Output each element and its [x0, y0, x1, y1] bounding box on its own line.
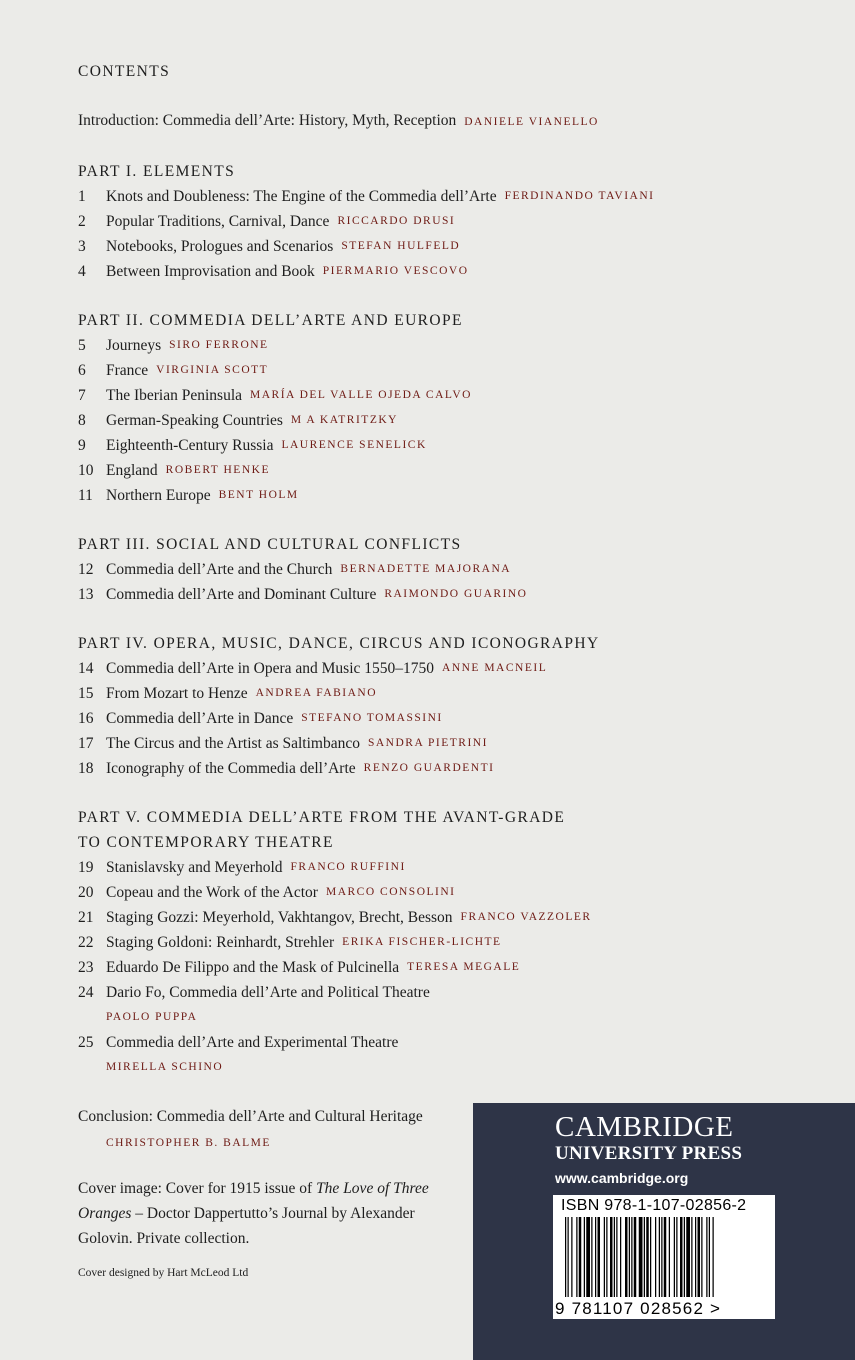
chapter-title: Dario Fo, Commedia dell’Arte and Political Theatre — [106, 984, 430, 1001]
chapter-entry — [78, 557, 838, 582]
chapter-entry — [78, 930, 838, 955]
chapter-number: 21 — [78, 909, 94, 926]
chapter-entry — [78, 980, 838, 1005]
chapter-author-row — [78, 1005, 838, 1030]
barcode-bar — [604, 1217, 605, 1297]
part-title-continued: TO CONTEMPORARY THEATRE — [78, 834, 334, 851]
chapter-author: RICCARDO DRUSI — [337, 215, 456, 227]
chapter-number: 20 — [78, 884, 94, 901]
barcode-bar — [614, 1217, 615, 1297]
conclusion-title: Conclusion: Commedia dell’Arte and Cultural Heritage — [78, 1108, 423, 1125]
parts-list — [78, 159, 838, 1080]
chapter-entry — [78, 905, 838, 930]
chapter-number-spacer — [78, 1005, 106, 1030]
chapter-author: LAURENCE SENELICK — [281, 439, 427, 451]
chapter-entry — [78, 1030, 838, 1055]
barcode-bar — [639, 1217, 643, 1297]
chapter-author: VIRGINIA SCOTT — [156, 364, 269, 376]
chapter-author: STEFANO TOMASSINI — [301, 712, 443, 724]
barcode-bar — [655, 1217, 656, 1297]
chapter-entry — [78, 582, 838, 607]
barcode-bar — [571, 1217, 572, 1297]
barcode-bar — [674, 1217, 675, 1297]
barcode-box — [553, 1195, 775, 1319]
barcode-bar — [606, 1217, 607, 1297]
chapter-entry — [78, 731, 838, 756]
chapter-author: STEFAN HULFELD — [341, 240, 461, 252]
chapter-entry — [78, 408, 838, 433]
chapter-author: M A KATRITZKY — [290, 414, 398, 426]
barcode-bar — [676, 1217, 677, 1297]
chapter-entry — [78, 383, 838, 408]
barcode-bar — [664, 1217, 667, 1297]
chapter-entry — [78, 756, 838, 781]
chapter-number: 22 — [78, 934, 94, 951]
chapter-number: 13 — [78, 586, 94, 603]
barcode-bar — [661, 1217, 662, 1297]
chapter-number: 12 — [78, 561, 94, 578]
contents-page — [78, 62, 838, 1281]
barcode-bar — [620, 1217, 621, 1297]
chapter-number: 23 — [78, 959, 94, 976]
chapter-number: 19 — [78, 859, 94, 876]
ean-digits: 9 781107 028562 > — [555, 1299, 722, 1318]
part-section — [78, 631, 838, 781]
part-section — [78, 308, 838, 508]
chapter-entry — [78, 333, 838, 358]
chapter-author: SANDRA PIETRINI — [367, 737, 488, 749]
barcode-bar — [579, 1217, 582, 1297]
chapter-number: 3 — [78, 238, 86, 255]
barcode-bar — [646, 1217, 649, 1297]
chapter-number: 24 — [78, 984, 94, 1001]
chapter-title: Popular Traditions, Carnival, Dance — [106, 213, 330, 230]
chapter-title: The Iberian Peninsula — [106, 387, 243, 404]
chapter-author: RAIMONDO GUARINO — [384, 588, 528, 600]
chapter-author: SIRO FERRONE — [169, 339, 269, 351]
chapter-title: Commedia dell’Arte in Dance — [106, 710, 294, 727]
barcode-bar — [686, 1217, 690, 1297]
chapter-number: 7 — [78, 387, 86, 404]
chapter-title: Staging Gozzi: Meyerhold, Vakhtangov, Brecht, Besson — [106, 909, 453, 926]
chapter-author: PAOLO PUPPA — [106, 1011, 198, 1023]
part-title: PART V. COMMEDIA DELL’ARTE FROM THE AVANT-GRADE — [78, 809, 566, 826]
chapter-number: 1 — [78, 188, 86, 205]
chapter-entry — [78, 458, 838, 483]
chapter-number: 25 — [78, 1034, 94, 1051]
chapter-title: Commedia dell’Arte and Experimental Theatre — [106, 1034, 399, 1051]
barcode-bar — [684, 1217, 685, 1297]
barcode-bar — [709, 1217, 710, 1297]
introduction-author: DANIELE VIANELLO — [464, 116, 599, 128]
chapter-author: ANDREA FABIANO — [255, 687, 378, 699]
contents-heading: CONTENTS — [78, 63, 171, 80]
chapter-number: 5 — [78, 337, 86, 354]
designed-by-credit: Cover designed by Hart McLeod Ltd — [78, 1267, 249, 1279]
part-title: PART I. ELEMENTS — [78, 163, 236, 180]
isbn-label: ISBN 978-1-107-02856-2 — [561, 1197, 747, 1214]
publisher-panel — [473, 1103, 855, 1360]
barcode-bar — [644, 1217, 645, 1297]
chapter-entry — [78, 880, 838, 905]
cover-note-prefix: Cover image: Cover for 1915 issue of — [78, 1180, 317, 1197]
publisher-website: www.cambridge.org — [555, 1170, 689, 1186]
barcode-bar — [698, 1217, 701, 1297]
publisher-name: CAMBRIDGE — [555, 1111, 734, 1143]
barcode-bar — [629, 1217, 630, 1297]
barcode-bar — [631, 1217, 632, 1297]
barcode-bar — [669, 1217, 670, 1297]
barcode-bar — [565, 1217, 566, 1297]
chapter-title: Eighteenth-Century Russia — [106, 437, 274, 454]
chapter-author: ANNE MACNEIL — [442, 662, 548, 674]
cover-note-title: The Love of Three Oranges — [78, 1180, 429, 1222]
chapter-number: 2 — [78, 213, 86, 230]
barcode-bar — [584, 1217, 585, 1297]
chapter-entry — [78, 358, 838, 383]
introduction-title: Introduction: Commedia dell’Arte: History, Myth, Reception — [78, 112, 457, 129]
cover-note — [78, 1176, 458, 1251]
barcode-bar — [706, 1217, 707, 1297]
chapter-number: 18 — [78, 760, 94, 777]
chapter-title: Copeau and the Work of the Actor — [106, 884, 318, 901]
barcode-bar — [713, 1217, 714, 1297]
cover-note-suffix: – Doctor Dappertutto’s Journal by Alexander Golovin. Private collection. — [78, 1205, 415, 1247]
chapter-author-row — [78, 1055, 838, 1080]
chapter-author: FRANCO VAZZOLER — [460, 911, 592, 923]
barcode-bar — [691, 1217, 692, 1297]
chapter-title: England — [106, 462, 158, 479]
chapter-number: 9 — [78, 437, 86, 454]
chapter-title: Northern Europe — [106, 487, 211, 504]
chapter-title: Commedia dell’Arte and the Church — [106, 561, 333, 578]
chapter-author: ROBERT HENKE — [165, 464, 270, 476]
barcode-bar — [586, 1217, 590, 1297]
barcode-bar — [610, 1217, 613, 1297]
barcode-bar — [695, 1217, 696, 1297]
barcode-bar — [598, 1217, 601, 1297]
chapter-number: 11 — [78, 487, 93, 504]
chapter-number: 17 — [78, 735, 94, 752]
barcode-bar — [650, 1217, 651, 1297]
chapter-author: FERDINANDO TAVIANI — [504, 190, 655, 202]
barcode-bar — [701, 1217, 702, 1297]
chapter-entry — [78, 483, 838, 508]
chapter-number: 14 — [78, 660, 94, 677]
barcode-bar — [576, 1217, 577, 1297]
barcode-bar — [568, 1217, 569, 1297]
barcode-bar — [659, 1217, 660, 1297]
chapter-number-spacer — [78, 1055, 106, 1080]
publisher-press: UNIVERSITY PRESS — [555, 1143, 743, 1164]
chapter-title: Staging Goldoni: Reinhardt, Strehler — [106, 934, 335, 951]
chapter-author: BENT HOLM — [218, 489, 299, 501]
chapter-author: BERNADETTE MAJORANA — [340, 563, 512, 575]
chapter-number: 4 — [78, 263, 86, 280]
barcode-bar — [680, 1217, 683, 1297]
barcode-bar — [625, 1217, 628, 1297]
chapter-entry — [78, 955, 838, 980]
chapter-author: RENZO GUARDENTI — [363, 762, 495, 774]
chapter-entry — [78, 855, 838, 880]
chapter-entry — [78, 706, 838, 731]
barcode-bar — [616, 1217, 617, 1297]
barcode-bar — [591, 1217, 592, 1297]
chapter-entry — [78, 259, 838, 284]
chapter-number: 16 — [78, 710, 94, 727]
chapter-author: TERESA MEGALE — [407, 961, 521, 973]
chapter-author: ERIKA FISCHER-LICHTE — [342, 936, 502, 948]
chapter-entry — [78, 433, 838, 458]
chapter-author: MIRELLA SCHINO — [106, 1061, 224, 1073]
chapter-title: Between Improvisation and Book — [106, 263, 315, 280]
barcode-bar — [634, 1217, 637, 1297]
chapter-title: Iconography of the Commedia dell’Arte — [106, 760, 356, 777]
chapter-title: Commedia dell’Arte in Opera and Music 1550–1750 — [106, 660, 435, 677]
chapter-entry — [78, 656, 838, 681]
chapter-author: FRANCO RUFFINI — [290, 861, 406, 873]
chapter-title: Commedia dell’Arte and Dominant Culture — [106, 586, 377, 603]
chapter-title: Eduardo De Filippo and the Mask of Pulcinella — [106, 959, 400, 976]
chapter-number: 15 — [78, 685, 94, 702]
chapter-title: Journeys — [106, 337, 162, 354]
part-title: PART IV. OPERA, MUSIC, DANCE, CIRCUS AND ICONOGRAPHY — [78, 635, 600, 652]
barcode-bar — [595, 1217, 596, 1297]
chapter-title: France — [106, 362, 149, 379]
chapter-title: Knots and Doubleness: The Engine of the Commedia dell’Arte — [106, 188, 497, 205]
chapter-title: Stanislavsky and Meyerhold — [106, 859, 283, 876]
chapter-title: German-Speaking Countries — [106, 412, 283, 429]
part-section — [78, 159, 838, 284]
introduction-entry — [78, 108, 838, 135]
chapter-entry — [78, 209, 838, 234]
chapter-title: The Circus and the Artist as Saltimbanco — [106, 735, 360, 752]
chapter-title: Notebooks, Prologues and Scenarios — [106, 238, 334, 255]
part-section — [78, 532, 838, 607]
part-title: PART II. COMMEDIA DELL’ARTE AND EUROPE — [78, 312, 463, 329]
chapter-entry — [78, 681, 838, 706]
part-section — [78, 805, 838, 1080]
chapter-number: 6 — [78, 362, 86, 379]
chapter-entry — [78, 184, 838, 209]
chapter-author: MARCO CONSOLINI — [325, 886, 456, 898]
chapter-number: 10 — [78, 462, 94, 479]
chapter-number: 8 — [78, 412, 86, 429]
chapter-author: PIERMARIO VESCOVO — [322, 265, 469, 277]
chapter-author: MARÍA DEL VALLE OJEDA CALVO — [250, 389, 472, 401]
chapter-title: From Mozart to Henze — [106, 685, 248, 702]
barcode-bars — [559, 1217, 769, 1299]
chapter-entry — [78, 234, 838, 259]
part-title: PART III. SOCIAL AND CULTURAL CONFLICTS — [78, 536, 462, 553]
conclusion-author: CHRISTOPHER B. BALME — [106, 1137, 271, 1149]
